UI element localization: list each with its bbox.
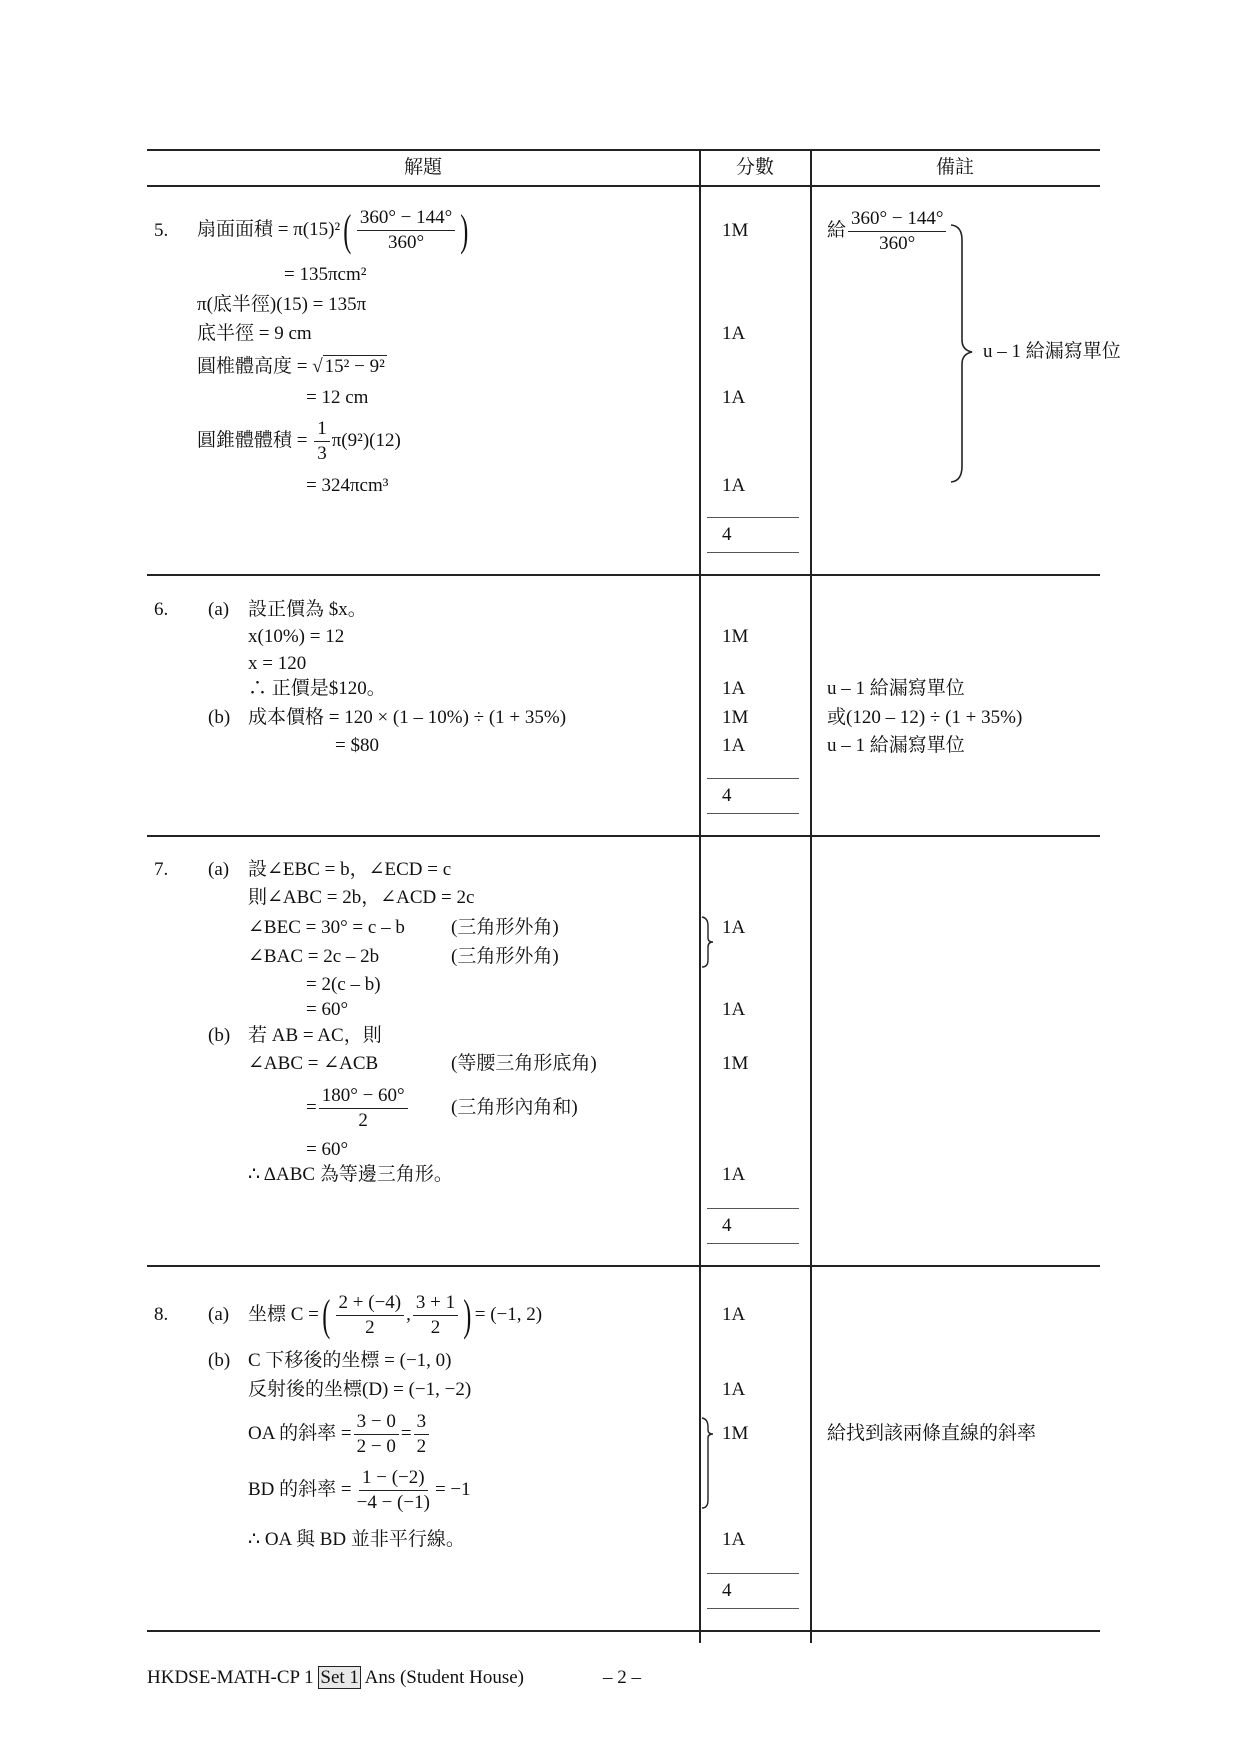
fraction (336, 1291, 405, 1340)
q5-expr: π(9²)(12) (331, 430, 401, 451)
q6-line: ∴ 正價是$120。 (248, 678, 386, 699)
numerator: 3 (414, 1410, 430, 1435)
fraction (413, 1291, 458, 1340)
q7-line: 設∠EBC = b，∠ECD = c (248, 859, 452, 880)
remark: u – 1 給漏寫單位 (827, 678, 965, 699)
total-rule (707, 1608, 799, 1609)
q7-line: = 60° (306, 999, 349, 1020)
fraction (414, 1410, 430, 1459)
question-number: 6. (154, 599, 169, 620)
remark: 給找到該兩條直線的斜率 (827, 1423, 1037, 1444)
remark: u – 1 給漏寫單位 (827, 735, 965, 756)
q8-line (248, 1466, 471, 1515)
q6-line: 成本價格 = 120 × (1 – 10%) ÷ (1 + 35%) (248, 707, 567, 728)
q7-line (306, 1084, 410, 1133)
page-number: – 2 – (603, 1667, 641, 1688)
q8-line: 反射後的坐標(D) = (−1, −2) (248, 1379, 472, 1400)
total-marks: 4 (722, 1580, 732, 1601)
denominator: 2 (358, 1110, 368, 1132)
reason: (等腰三角形底角) (451, 1053, 597, 1074)
total-marks: 4 (722, 785, 732, 806)
q8-line (248, 1410, 431, 1459)
reason: (三角形外角) (451, 946, 559, 967)
q8-expr: OA 的斜率 = (248, 1423, 352, 1444)
question-number: 5. (154, 220, 169, 241)
q8-expr: = (−1, 2) (474, 1304, 543, 1325)
total-rule (707, 1208, 799, 1209)
equals: = (400, 1423, 412, 1444)
q5-expr: 扇面面積 = π(15)² (197, 219, 341, 240)
total-rule (707, 1243, 799, 1244)
q7-line: ∴ ΔABC 為等邊三角形。 (248, 1164, 453, 1185)
mark: 1M (722, 1053, 749, 1074)
paren: ) (460, 205, 469, 255)
part-label: (b) (208, 1350, 231, 1371)
q7-line: = 60° (306, 1139, 349, 1160)
part-label: (a) (208, 1304, 230, 1325)
denominator: −4 − (−1) (356, 1492, 430, 1514)
mark: 1A (722, 735, 746, 756)
reason: (三角形外角) (451, 917, 559, 938)
part-label: (b) (208, 1025, 231, 1046)
set-label: Set 1 (320, 1667, 359, 1688)
mark: 1A (722, 387, 746, 408)
numerator: 1 − (−2) (359, 1466, 428, 1491)
header-marks: 分數 (735, 157, 775, 178)
mark: 1A (722, 678, 746, 699)
q8-line: C 下移後的坐標 = (−1, 0) (248, 1350, 452, 1371)
q5-line: = 135πcm² (284, 264, 367, 285)
paren: ) (463, 1290, 472, 1340)
mark: 1A (722, 1304, 746, 1325)
fraction (354, 1410, 399, 1459)
q8-line: ∴ OA 與 BD 並非平行線。 (248, 1529, 465, 1550)
denominator: 360° (879, 233, 916, 255)
mark: 1A (722, 1164, 746, 1185)
q7-line: ∠ABC = ∠ACB (248, 1053, 379, 1074)
question-number: 8. (154, 1304, 169, 1325)
denominator: 2 − 0 (356, 1436, 396, 1458)
part-label: (a) (208, 859, 230, 880)
mark: 1M (722, 707, 749, 728)
mark: 1A (722, 323, 746, 344)
footer (147, 1667, 524, 1689)
total-rule (707, 1573, 799, 1574)
q7-line: 若 AB = AC，則 (248, 1025, 382, 1046)
q5-expr: 圓錐體體積 = (197, 430, 313, 451)
q6-line: x(10%) = 12 (248, 626, 345, 647)
numerator: 360° − 144° (357, 206, 455, 231)
mark: 1M (722, 1423, 749, 1444)
numerator: 360° − 144° (848, 207, 946, 232)
q8-expr: BD 的斜率 = (248, 1479, 352, 1500)
total-marks: 4 (722, 524, 732, 545)
q6-line: = $80 (335, 735, 379, 756)
q5-line: π(底半徑)(15) = 135π (197, 294, 367, 315)
q7-line: = 2(c – b) (306, 974, 381, 995)
q5-line: 底半徑 = 9 cm (197, 323, 312, 344)
paren: ( (343, 205, 352, 255)
answer-label: Ans (Student House) (364, 1667, 524, 1688)
part-label: (a) (208, 599, 230, 620)
q7-line: 則∠ABC = 2b，∠ACD = 2c (248, 887, 475, 908)
numerator: 1 (314, 417, 330, 442)
denominator: 3 (317, 443, 327, 465)
remark: 或(120 – 12) ÷ (1 + 35%) (827, 707, 1023, 728)
q5-expr: 圓椎體高度 = √ (197, 356, 323, 377)
q8-line: 坐標 C =( $\frac{2 + (-4)}{2}$ , $\frac{3 + 1}{2}$ ) = (−1, 2) (248, 1290, 543, 1340)
reason: (三角形內角和) (451, 1097, 578, 1118)
q8-expr: = −1 (434, 1479, 471, 1500)
denominator: 2 (430, 1317, 441, 1339)
numerator: 3 + 1 (413, 1291, 458, 1316)
q5-line: = 12 cm (306, 387, 369, 408)
paren: ( (322, 1290, 331, 1340)
q7-line: ∠BAC = 2c – 2b (248, 946, 380, 967)
mark: 1A (722, 475, 746, 496)
q8-expr: 坐標 C = (248, 1304, 319, 1325)
numerator: 180° − 60° (319, 1084, 408, 1109)
q5-unit-remark: u – 1 給漏寫單位 (983, 341, 1121, 362)
mark: 1A (722, 1529, 746, 1550)
part-label: (b) (208, 707, 231, 728)
mark: 1A (722, 917, 746, 938)
total-rule (707, 813, 799, 814)
q6-line: 設正價為 $x。 (248, 599, 367, 620)
fraction (354, 1466, 433, 1515)
denominator: 2 (416, 1436, 427, 1458)
radicand: 15² − 9² (324, 356, 385, 377)
fraction (319, 1084, 408, 1133)
numerator: 2 + (−4) (336, 1291, 405, 1316)
header-remarks: 備註 (935, 157, 975, 178)
paper-code: HKDSE-MATH-CP 1 (147, 1667, 314, 1688)
header-solution: 解題 (403, 157, 443, 178)
mark: 1A (722, 999, 746, 1020)
total-rule (707, 778, 799, 779)
q5-line: = 324πcm³ (306, 475, 389, 496)
q6-line: x = 120 (248, 653, 307, 674)
mark: 1M (722, 626, 749, 647)
numerator: 3 − 0 (354, 1410, 399, 1435)
q7-line: ∠BEC = 30° = c – b (248, 917, 405, 938)
remark-text: 給 (827, 220, 847, 241)
denominator: 2 (365, 1317, 375, 1339)
mark: 1A (722, 1379, 746, 1400)
mark: 1M (722, 220, 749, 241)
equals: = (306, 1097, 317, 1118)
question-number: 7. (154, 859, 169, 880)
total-marks: 4 (722, 1215, 732, 1236)
denominator: 360° (387, 232, 425, 254)
